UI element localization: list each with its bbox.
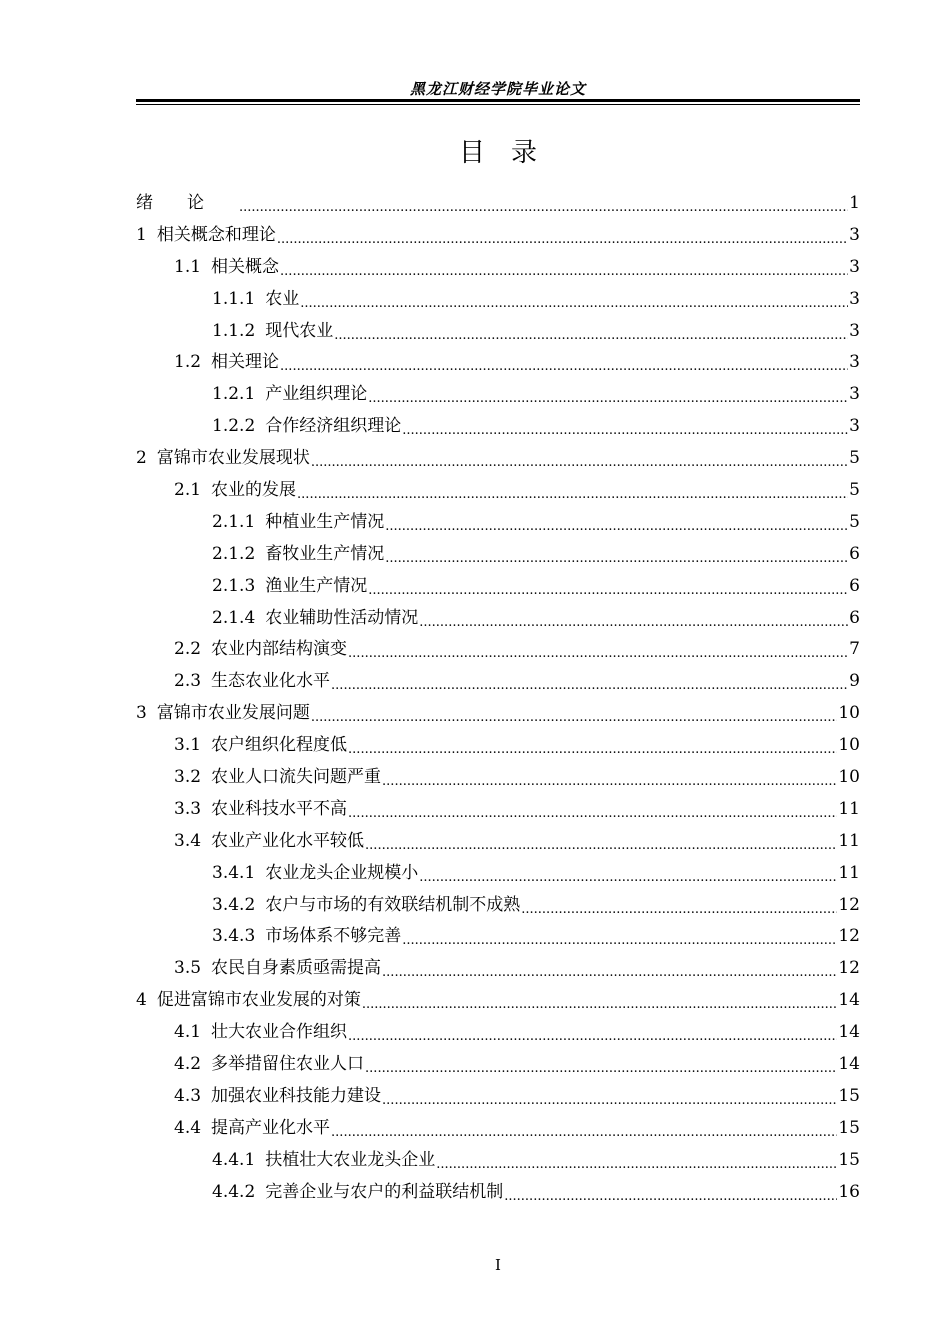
toc-dot-leader — [311, 704, 838, 724]
toc-entry-page: 10 — [838, 703, 860, 724]
toc-entry[interactable] — [136, 1049, 860, 1081]
toc-entry-label: 生态农业化水平 — [211, 671, 331, 692]
toc-entry[interactable] — [136, 347, 860, 379]
toc-entry-number: 3.3 — [174, 798, 202, 819]
toc-entry-page: 9 — [849, 671, 860, 692]
toc-entry[interactable] — [136, 1145, 860, 1177]
toc-entry-number: 1.1.2 — [212, 320, 256, 341]
toc-entry[interactable] — [136, 316, 860, 348]
toc-entry-number: 1.2 — [174, 352, 202, 373]
toc-entry-number: 2.1.4 — [212, 607, 256, 628]
toc-entry[interactable] — [136, 826, 860, 858]
toc-dot-leader — [300, 290, 848, 310]
toc-entry-label: 促进富锦市农业发展的对策 — [156, 990, 361, 1011]
toc-entry-label: 农业人口流失问题严重 — [211, 767, 382, 788]
toc-dot-leader — [365, 832, 837, 852]
toc-entry-label: 种植业生产情况 — [265, 511, 385, 532]
toc-entry-number: 1 — [136, 224, 147, 245]
toc-entry-number: 2.2 — [174, 639, 202, 660]
toc-entry[interactable] — [136, 1081, 860, 1113]
toc-dot-leader — [331, 1119, 837, 1139]
toc-dot-leader — [348, 640, 848, 660]
toc-entry-label: 绪论 — [136, 192, 238, 213]
toc-entry-number: 4.4.2 — [212, 1181, 256, 1202]
toc-entry-label: 多举措留住农业人口 — [211, 1054, 365, 1075]
toc-entry-page: 6 — [849, 543, 860, 564]
toc-dot-leader — [311, 449, 848, 469]
toc-entry-number: 3 — [136, 703, 147, 724]
toc-entry-page: 1 — [849, 192, 860, 213]
toc-entry-label: 农业 — [265, 288, 300, 309]
toc-entry[interactable] — [136, 921, 860, 953]
toc-dot-leader — [382, 768, 837, 788]
toc-entry-page: 12 — [838, 926, 860, 947]
toc-entry[interactable] — [136, 1017, 860, 1049]
toc-dot-leader — [419, 609, 848, 629]
toc-entry[interactable] — [136, 858, 860, 890]
toc-entry-page: 3 — [849, 320, 860, 341]
toc-entry-number: 4.4.1 — [212, 1149, 256, 1170]
toc-entry-label: 相关概念 — [211, 256, 280, 277]
toc-entry-label: 相关理论 — [211, 352, 280, 373]
toc-entry-number: 3.1 — [174, 735, 202, 756]
header-rule-thin — [136, 104, 860, 105]
toc-entry-label: 扶植壮大农业龙头企业 — [265, 1149, 436, 1170]
toc-entry-number: 1.1 — [174, 256, 202, 277]
toc-entry-label: 农户与市场的有效联结机制不成熟 — [265, 894, 521, 915]
toc-entry-page: 10 — [838, 767, 860, 788]
header-rule-thick — [136, 99, 860, 102]
toc-entry-page: 11 — [838, 798, 860, 819]
toc-dot-leader — [385, 545, 848, 565]
toc-dot-leader — [297, 481, 848, 501]
toc-entry-number: 2.1 — [174, 480, 202, 500]
toc-entry-number: 3.2 — [174, 767, 202, 788]
toc-entry-number: 2 — [136, 448, 147, 469]
toc-entry-label: 农业科技水平不高 — [211, 798, 348, 819]
toc-entry[interactable] — [136, 1113, 860, 1145]
toc-entry-label: 农业辅助性活动情况 — [265, 607, 419, 628]
toc-entry-label: 富锦市农业发展现状 — [156, 448, 310, 469]
toc-entry-page: 5 — [849, 480, 860, 500]
toc-entry-number: 3.4.2 — [212, 894, 256, 915]
toc-entry-number: 3.4 — [174, 830, 202, 851]
toc-entry-number: 2.1.2 — [212, 543, 256, 564]
toc-entry-label: 渔业生产情况 — [265, 575, 368, 596]
toc-entry-page: 3 — [849, 416, 860, 437]
toc-entry-label: 现代农业 — [265, 320, 334, 341]
toc-entry-label: 相关概念和理论 — [156, 224, 276, 245]
toc-dot-leader — [504, 1183, 837, 1203]
toc-entry-page: 3 — [849, 288, 860, 309]
toc-dot-leader — [334, 322, 848, 342]
toc-entry-number: 4 — [136, 990, 147, 1011]
toc-dot-leader — [348, 736, 837, 756]
toc-entry[interactable] — [136, 252, 860, 284]
toc-entry-page: 12 — [838, 958, 860, 979]
toc-entry-number: 4.2 — [174, 1054, 202, 1075]
toc-entry[interactable] — [136, 762, 860, 794]
toc-dot-leader — [385, 513, 848, 533]
toc-entry-page: 11 — [838, 862, 860, 883]
toc-entry-number: 1.1.1 — [212, 288, 256, 309]
page-number: I — [495, 1256, 501, 1274]
toc-entry-page: 5 — [849, 448, 860, 469]
toc-dot-leader — [368, 385, 848, 405]
toc-dot-leader — [419, 864, 837, 884]
toc-entry-page: 14 — [838, 1022, 860, 1043]
toc-entry[interactable] — [136, 890, 860, 922]
toc-dot-leader — [280, 258, 848, 278]
toc-entry-label: 农户组织化程度低 — [211, 735, 348, 756]
toc-entry-page: 15 — [838, 1149, 860, 1170]
toc-dot-leader — [280, 353, 848, 373]
toc-entry-label: 提高产业化水平 — [211, 1117, 331, 1138]
toc-entry-page: 6 — [849, 575, 860, 596]
toc-entry-number: 1.2.2 — [212, 416, 256, 437]
toc-entry-page: 3 — [849, 352, 860, 373]
toc-entry-label: 农业产业化水平较低 — [211, 830, 365, 851]
toc-entry[interactable] — [136, 284, 860, 316]
toc-entry-page: 15 — [838, 1117, 860, 1138]
toc-entry-label: 加强农业科技能力建设 — [211, 1085, 382, 1106]
toc-entry-number: 2.1.1 — [212, 511, 256, 532]
toc-entry-page: 7 — [849, 639, 860, 660]
toc-entry[interactable] — [136, 379, 860, 411]
toc-entry-number: 2.1.3 — [212, 575, 256, 596]
toc-entry[interactable] — [136, 953, 860, 985]
toc-entry[interactable] — [136, 603, 860, 635]
running-header-title: 黑龙江财经学院毕业论文 — [409, 80, 586, 98]
toc-entry[interactable] — [136, 411, 860, 443]
toc-dot-leader — [382, 1087, 837, 1107]
table-of-contents — [136, 188, 860, 1209]
toc-dot-leader — [382, 959, 837, 979]
toc-entry-number: 2.3 — [174, 671, 202, 692]
toc-entry[interactable] — [136, 666, 860, 698]
toc-entry-label: 市场体系不够完善 — [265, 926, 402, 947]
toc-entry[interactable] — [136, 985, 860, 1017]
toc-entry-page: 3 — [849, 384, 860, 405]
toc-entry-number: 4.1 — [174, 1022, 202, 1043]
toc-entry-page: 3 — [849, 224, 860, 245]
toc-dot-leader — [362, 991, 838, 1011]
toc-dot-leader — [331, 672, 848, 692]
toc-entry-page: 14 — [838, 990, 860, 1011]
toc-dot-leader — [402, 927, 837, 947]
toc-entry-label: 农业的发展 — [211, 480, 297, 500]
toc-entry[interactable] — [136, 507, 860, 539]
toc-entry[interactable] — [136, 794, 860, 826]
toc-dot-leader — [368, 577, 848, 597]
toc-entry[interactable] — [136, 475, 860, 507]
toc-entry-page: 11 — [838, 830, 860, 851]
toc-entry-page: 6 — [849, 607, 860, 628]
toc-entry[interactable] — [136, 188, 860, 220]
toc-entry-page: 15 — [838, 1085, 860, 1106]
toc-title: 目 录 — [458, 138, 537, 168]
toc-entry-label: 壮大农业合作组织 — [211, 1022, 348, 1043]
toc-entry[interactable] — [136, 1177, 860, 1209]
toc-entry-label: 农业内部结构演变 — [211, 639, 348, 660]
toc-dot-leader — [239, 194, 848, 214]
toc-entry-number: 3.5 — [174, 958, 202, 979]
toc-entry-page: 10 — [838, 735, 860, 756]
toc-entry-label: 产业组织理论 — [265, 384, 368, 405]
toc-entry[interactable] — [136, 634, 860, 666]
toc-dot-leader — [277, 226, 848, 246]
toc-entry-page: 3 — [849, 256, 860, 277]
toc-entry[interactable] — [136, 443, 860, 475]
toc-entry-page: 14 — [838, 1054, 860, 1075]
toc-entry-number: 1.2.1 — [212, 384, 256, 405]
toc-entry[interactable] — [136, 730, 860, 762]
toc-entry-label: 农业龙头企业规模小 — [265, 862, 419, 883]
toc-entry-page: 5 — [849, 511, 860, 532]
toc-entry-label: 完善企业与农户的利益联结机制 — [265, 1181, 504, 1202]
toc-entry-label: 合作经济组织理论 — [265, 416, 402, 437]
toc-dot-leader — [348, 1023, 837, 1043]
toc-entry-number: 4.3 — [174, 1085, 202, 1106]
toc-entry-page: 16 — [838, 1181, 860, 1202]
toc-dot-leader — [348, 800, 837, 820]
toc-dot-leader — [436, 1151, 837, 1171]
toc-entry-number: 4.4 — [174, 1117, 202, 1138]
toc-dot-leader — [365, 1055, 837, 1075]
toc-entry[interactable] — [136, 571, 860, 603]
toc-dot-leader — [402, 417, 848, 437]
toc-entry[interactable] — [136, 220, 860, 252]
toc-entry[interactable] — [136, 698, 860, 730]
toc-entry-label: 畜牧业生产情况 — [265, 543, 385, 564]
toc-entry-number: 3.4.1 — [212, 862, 256, 883]
toc-dot-leader — [521, 896, 837, 916]
toc-entry-label: 农民自身素质亟需提高 — [211, 958, 382, 979]
toc-entry-number: 3.4.3 — [212, 926, 256, 947]
toc-entry-page: 12 — [838, 894, 860, 915]
toc-entry[interactable] — [136, 539, 860, 571]
toc-entry-label: 富锦市农业发展问题 — [156, 703, 310, 724]
